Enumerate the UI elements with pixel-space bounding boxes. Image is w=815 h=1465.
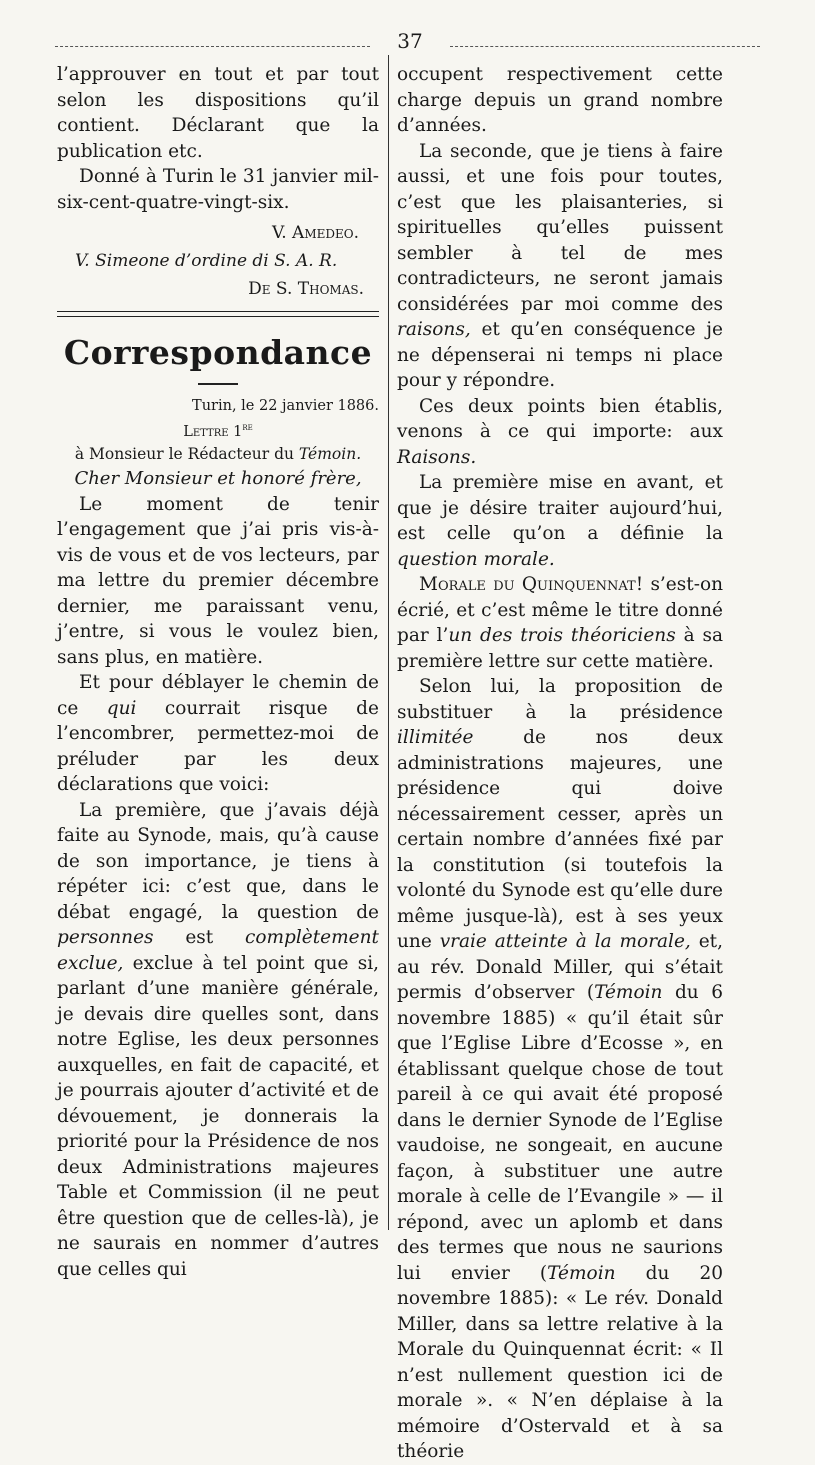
rp5-text-b: à sa première lettre sur cette matière. (397, 625, 723, 672)
letter-paragraph-2 (57, 670, 379, 798)
address-prefix: à Monsieur le Rédacteur du (74, 444, 294, 463)
title-rule (198, 383, 238, 385)
rp4-emphasis: question morale. (397, 548, 555, 570)
rp6-text-c: et, au rév. Donald Miller, qui s’était permis d’observer ( (397, 931, 723, 1003)
decree-countersign-left: V. Simeone d’ordine di S. A. R. (75, 251, 338, 271)
letter-paragraph-1: Le moment de tenir l’engagement que j’ai pris vis-à-vis de vous et de vos lecteurs, par ma lettre du premier décembre dernier, me paraissant venu, j’entre, si vous le voulez bien, sans plus, en matière. (57, 493, 379, 668)
letter-number-label: Lettre 1 (183, 423, 243, 440)
rp5-small-caps: Morale du Quinquennat! (419, 574, 644, 595)
letter-number (57, 417, 379, 443)
rp6-emphasis-3: Témoin (594, 982, 663, 1003)
page-number: 37 (397, 29, 423, 53)
left-column (57, 62, 379, 1282)
right-paragraph-4 (397, 470, 723, 572)
p3-text-b: est (185, 927, 214, 949)
decree-closing-paragraph: l’approuver en tout et par tout selon les dispositions qu’il contient. Déclarant que la publication etc. (57, 64, 379, 162)
right-paragraph-3 (397, 394, 723, 471)
right-column (397, 62, 723, 1465)
rp6-emphasis-4: Témoin (547, 1262, 616, 1284)
column-divider (388, 55, 389, 1230)
rp4-text-a: La première mise en avant, et que je désire traiter aujourd’hui, est celle qu’on a définie la (397, 472, 723, 544)
p3-emphasis-1: personnes (57, 927, 154, 949)
header-rule-left (55, 46, 370, 47)
p2-text-b: courrait risque de l’encombrer, permettez-moi de préluder par les deux déclarations que voici: (57, 697, 379, 796)
letter-salutation: Cher Monsieur et honoré frère, (74, 467, 362, 489)
p3-emphasis-2: complètement exclue, (57, 927, 379, 974)
letter-address (57, 443, 379, 465)
rp3-text-a: Ces deux points bien établis, venons à ce qui importe: aux (397, 395, 723, 442)
rp6-text-d: du 6 novembre 1885) « qu’il était sûr que l’Eglise Libre d’Ecosse », en établissant quelque chose de tout pareil à ce qui avait été proposé dans le dernier Synode de l’Eglise vaudoise, ne songeait, en aucune façon, à substituer une autre morale à celle de l’Evangile » — il répond, avec un aplomb et dans des termes que nous ne saurions lui envier ( (397, 982, 723, 1284)
rp2-emphasis: raisons, (397, 319, 471, 340)
rp6-text-e: du 20 novembre 1885): « Le rév. Donald Miller, dans sa lettre relative à la Morale du Quinquennat écrit: « Il n’est nullement question ici de morale ». « N’en déplaise à la mémoire d’Ostervald et à sa théorie (397, 1262, 724, 1462)
rp5-text-a: s’est-on écrié, et c’est même le titre donné par l’ (397, 574, 723, 646)
rp5-emphasis: un des trois théoriciens (448, 625, 676, 646)
right-paragraph-5 (397, 572, 723, 674)
page-header (55, 29, 760, 53)
letter-dateline: Turin, le 22 janvier 1886. (192, 398, 379, 414)
header-rule-right (450, 46, 760, 47)
letter-paragraph-3 (57, 798, 379, 1283)
right-paragraph-6 (397, 674, 723, 1465)
rp3-emphasis: Raisons. (397, 446, 477, 468)
p3-text-a: La première, que j’avais déjà faite au Synode, mais, qu’à cause de son importance, je tiens à répéter ici: c’est que, dans le débat engagé, la question de (57, 799, 379, 923)
decree-countersign-right: De S. Thomas. (248, 279, 364, 299)
p2-emphasis: qui (106, 697, 137, 719)
decree-signature: V. Amedeo. (271, 223, 359, 243)
right-paragraph-2 (397, 139, 723, 394)
letter-number-sup: re (242, 422, 253, 433)
rp6-emphasis-1: illimitée (397, 727, 474, 748)
decree-date: Donné à Turin le 31 janvier mil-six-cent-quatre-vingt-six. (57, 166, 379, 213)
address-journal: Témoin. (298, 444, 362, 463)
rp2-text-b: et qu’en conséquence je ne dépenserai ni temps ni place pour y répondre. (397, 319, 723, 391)
section-title: Correspondance (63, 333, 373, 372)
p3-text-c: exclue à tel point que si, parlant d’une manière générale, je devais dire quelles sont, dans notre Eglise, les deux personnes auxquelles, en fait de capacité, et je pourrais ajouter d’activité et de dévouement, je donnerais la priorité pour la Présidence de nos deux Administrations majeures Table et Commission (il ne peut être question que de celles-là), je ne saurais en nommer d’autres que celles qui (57, 952, 379, 1280)
rp6-text-a: Selon lui, la proposition de substituer à la présidence (397, 676, 723, 723)
p2-text-a: Et pour déblayer le chemin de ce (57, 672, 379, 719)
rp6-emphasis-2: vraie atteinte à la morale, (439, 931, 691, 952)
right-paragraph-1: occupent respectivement cette charge depuis un grand nombre d’années. (397, 64, 723, 136)
rp2-text-a: La seconde, que je tiens à faire aussi, et une fois pour toutes, c’est que les plaisanteries, si spirituelles qu’elles puissent sembler à tel de mes contradicteurs, ne seront jamais considérées par moi comme des (397, 140, 723, 315)
rp6-text-b: de nos deux administrations majeures, une présidence qui doive nécessairement cesser, après un certain nombre d’années fixé par la constitution (si toutefois la volonté du Synode est qu’elle dure même jusque-là), est à ses yeux une (397, 727, 723, 952)
section-divider (57, 311, 379, 317)
